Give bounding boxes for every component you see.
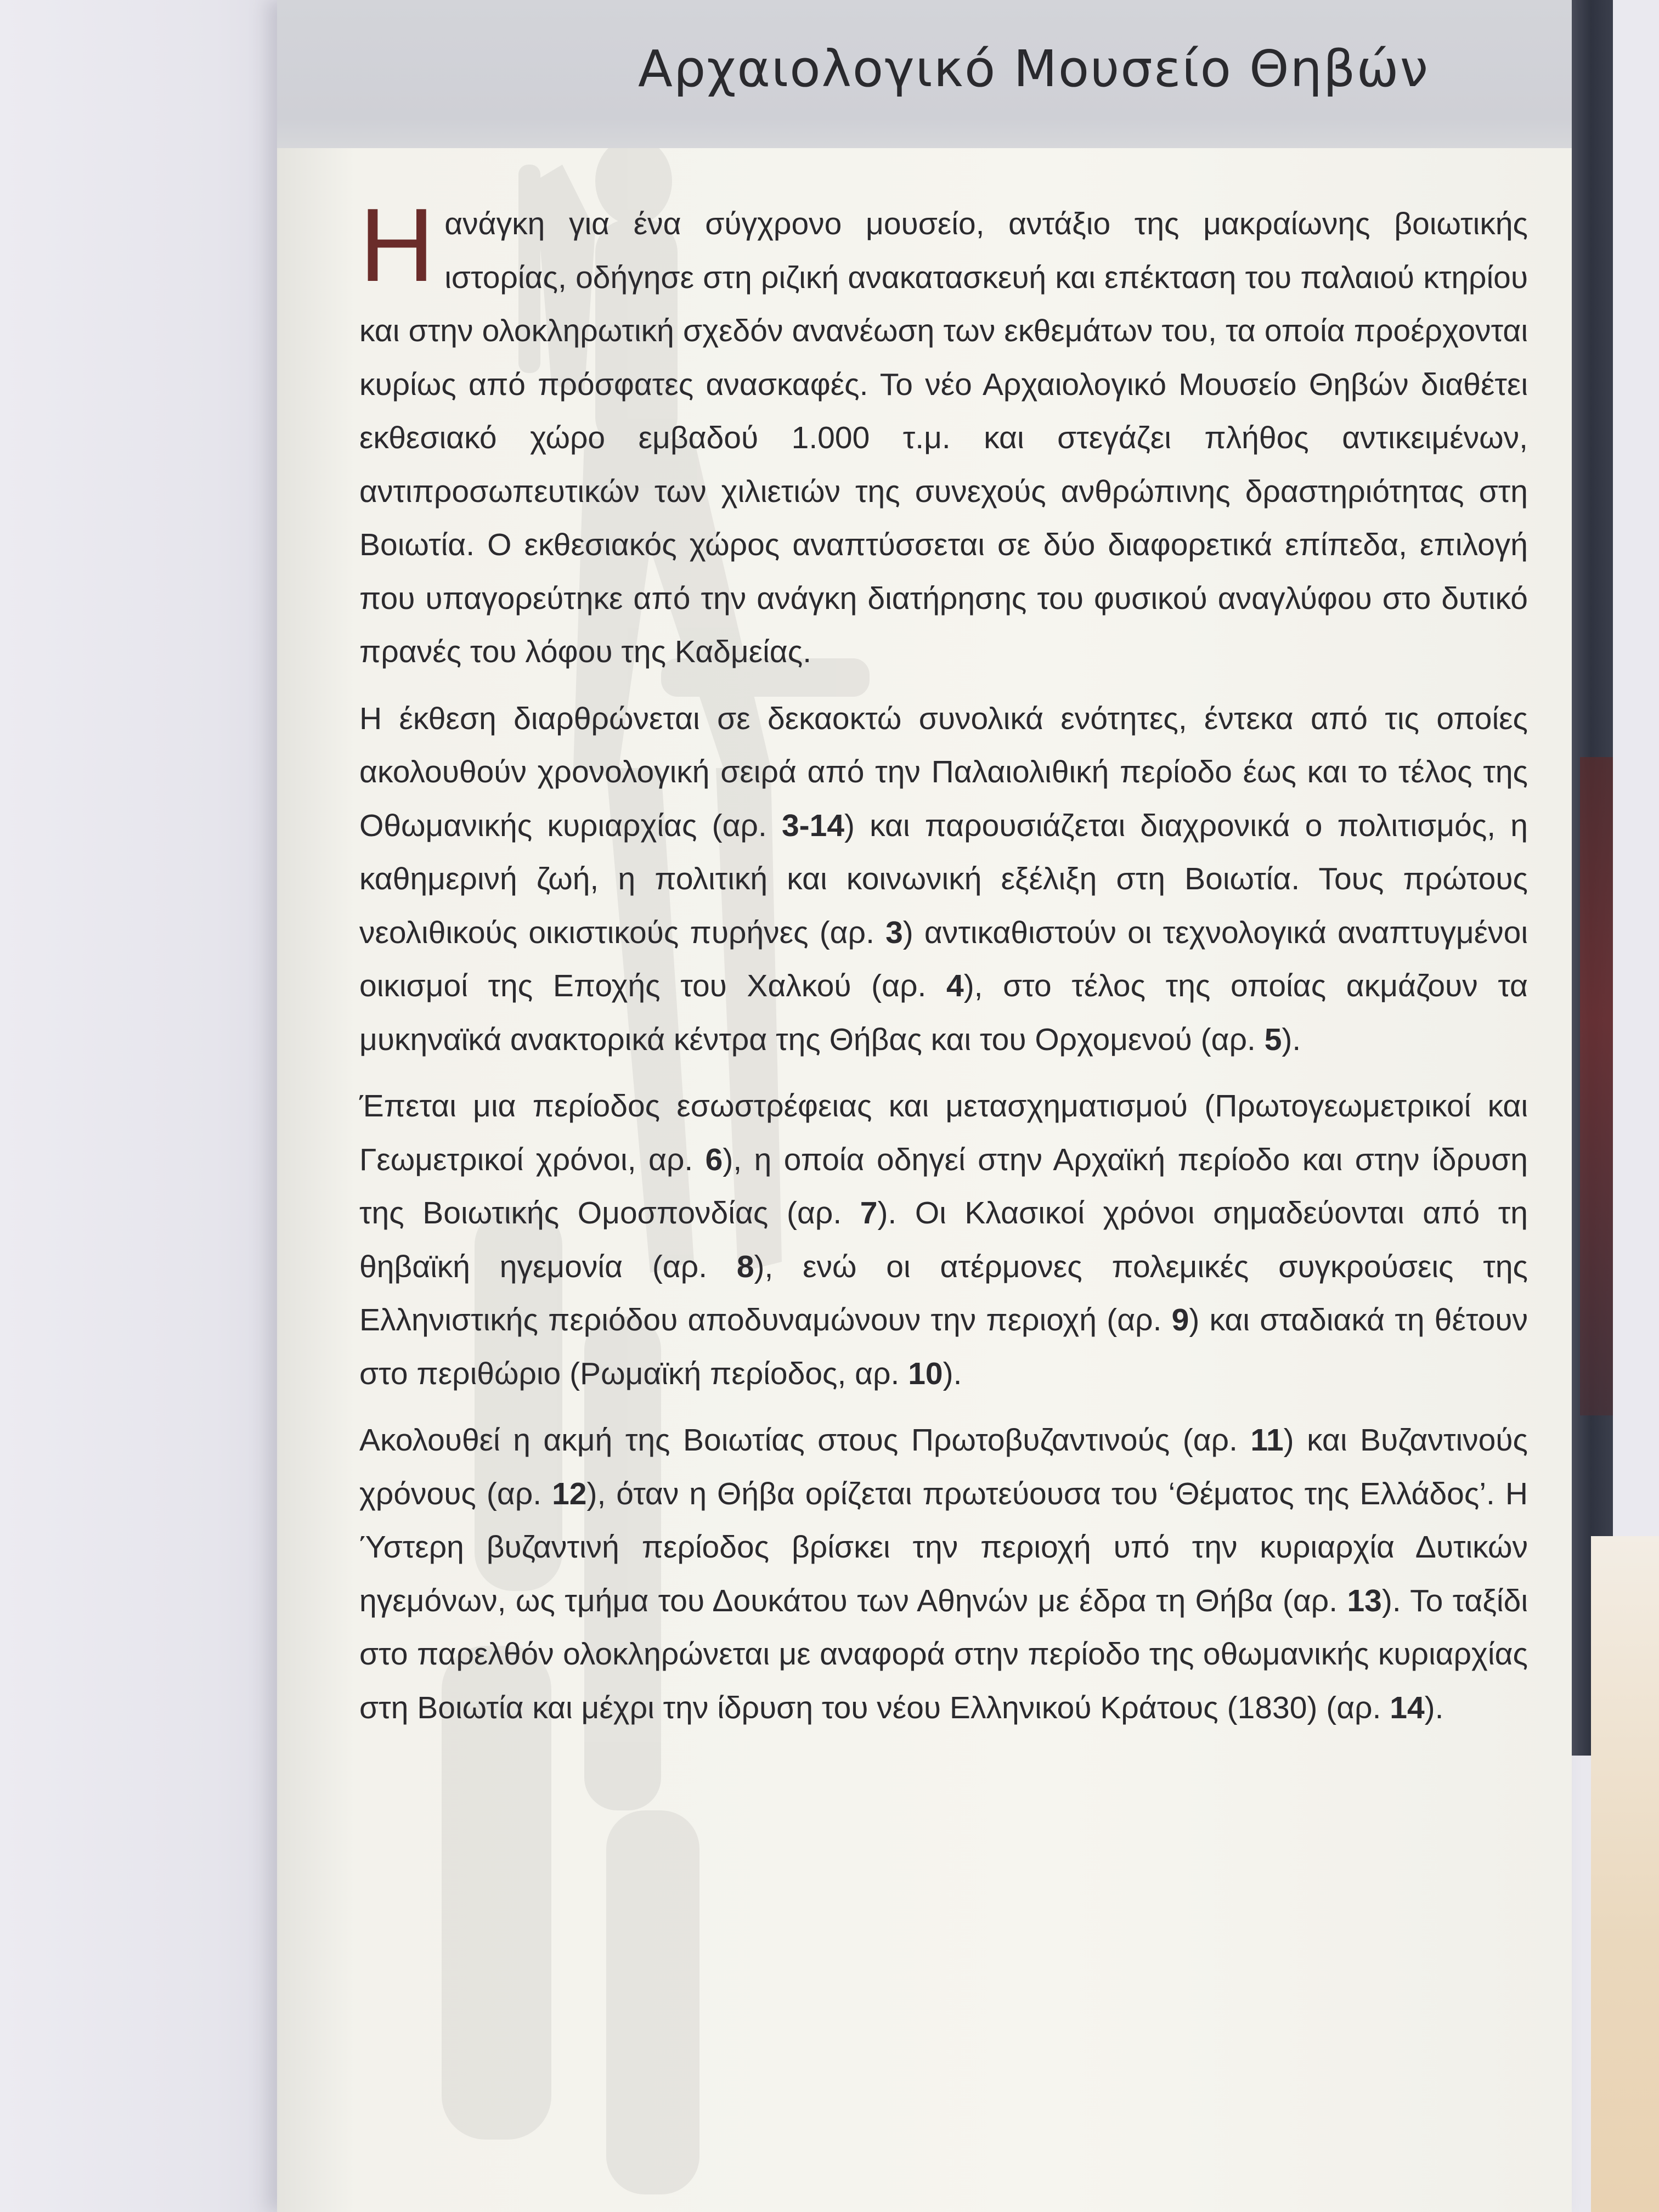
paragraph-1 bbox=[359, 187, 1528, 679]
text-run: ) και σταδιακά τη θέτουν στο περιθώριο (Ρωμαϊκή περίοδος, αρ. bbox=[359, 1302, 1528, 1391]
section-number: 7 bbox=[860, 1195, 878, 1231]
text-run: ), ενώ οι ατέρμονες πολεμικές συγκρούσεις της Ελληνιστικής περιόδου αποδυναμώνουν την περιοχή (αρ. bbox=[359, 1249, 1528, 1338]
paragraph-2 bbox=[359, 692, 1528, 1067]
text-run: ) αντικαθιστούν οι τεχνολογικά αναπτυγμένοι οικισμοί της Εποχής του Χαλκού (αρ. bbox=[359, 915, 1528, 1003]
dropcap: Η bbox=[359, 187, 435, 303]
book-edge-color bbox=[1580, 757, 1613, 1415]
section-number: 5 bbox=[1264, 1022, 1282, 1057]
header-band bbox=[277, 0, 1572, 148]
text-run: Έπεται μια περίοδος εσωστρέφειας και μετασχηματισμού (Πρωτογεωμετρικοί και Γεωμετρικοί χρόνοι, αρ. bbox=[359, 1088, 1528, 1177]
section-number: 11 bbox=[1250, 1423, 1284, 1458]
section-number: 10 bbox=[908, 1356, 943, 1391]
text-run: ) και Βυζαντινούς χρόνους (αρ. bbox=[359, 1423, 1528, 1511]
table-surface-left bbox=[0, 0, 307, 2212]
text-run: Ακολουθεί η ακμή της Βοιωτίας στους Πρωτοβυζαντινούς (αρ. bbox=[359, 1423, 1251, 1458]
text-run: ). bbox=[1424, 1690, 1444, 1725]
section-number: 3 bbox=[885, 915, 903, 950]
text-run: ), στο τέλος της οποίας ακμάζουν τα μυκηναϊκά ανακτορικά κέντρα της Θήβας και του Ορχομενού (αρ. bbox=[359, 968, 1528, 1057]
section-number: 8 bbox=[736, 1249, 754, 1284]
section-number: 4 bbox=[946, 968, 964, 1003]
section-number: 9 bbox=[1171, 1302, 1189, 1338]
section-number: 6 bbox=[705, 1142, 723, 1177]
paragraph-3 bbox=[359, 1080, 1528, 1401]
text-run: ανάγκη για ένα σύγχρονο μουσείο, αντάξιο της μακραίωνης βοιωτικής ιστορίας, οδήγησε στη ριζική ανακατασκευή και επέκταση του παλαιού κτηρίου και στην ολοκληρωτική σχεδόν ανανέωση των εκθεμάτων του, τα οποία προέρχονται κυρίως από πρόσφατες ανασκαφές. Το νέο Αρχαιολογικό Μουσείο Θηβών διαθέτει εκθεσιακό χώρο εμβαδού 1.000 τ.μ. και στεγάζει πλήθος αντικειμένων, αντιπροσωπευτικών των χιλιετιών της συνεχούς ανθρώπινης δραστηριότητας στη Βοιωτία. Ο εκθεσιακός χώρος αναπτύσσεται σε δύο διαφορετικά επίπεδα, επιλογή που υπαγορεύτηκε από την ανάγκη διατήρησης του φυσικού αναγλύφου στο δυτικό πρανές του λόφου της Καδμείας. bbox=[359, 206, 1528, 669]
section-number: 14 bbox=[1390, 1690, 1425, 1725]
section-number: 12 bbox=[552, 1476, 587, 1511]
brochure-page bbox=[277, 0, 1572, 2212]
text-run: ). bbox=[1282, 1022, 1301, 1057]
section-number: 13 bbox=[1347, 1583, 1382, 1618]
paragraph-4 bbox=[359, 1414, 1528, 1735]
text-run: ), η οποία οδηγεί στην Αρχαϊκή περίοδο και στην ίδρυση της Βοιωτικής Ομοσπονδίας (αρ. bbox=[359, 1142, 1528, 1231]
table-surface-bottom-right bbox=[1591, 1536, 1659, 2212]
page-title: Αρχαιολογικό Μουσείο Θηβών bbox=[637, 40, 1429, 98]
text-run: ) και παρουσιάζεται διαχρονικά ο πολιτισμός, η καθημερινή ζωή, η πολιτική και κοινωνική εξέλιξη στη Βοιωτία. Τους πρώτους νεολιθικούς οικιστικούς πυρήνες (αρ. bbox=[359, 808, 1528, 950]
body-text bbox=[359, 187, 1528, 1748]
text-run: ). bbox=[943, 1356, 962, 1391]
text-run: Η έκθεση διαρθρώνεται σε δεκαοκτώ συνολικά ενότητες, έντεκα από τις οποίες ακολουθούν χρονολογική σειρά από την Παλαιολιθική περίοδο έως και το τέλος της Οθωμανικής κυριαρχίας (αρ. bbox=[359, 701, 1528, 843]
text-run: ). Οι Κλασικοί χρόνοι σημαδεύονται από τη θηβαϊκή ηγεμονία (αρ. bbox=[359, 1195, 1528, 1284]
text-run: ), όταν η Θήβα ορίζεται πρωτεύουσα του ‘Θέματος της Ελλάδος’. Η Ύστερη βυζαντινή περίοδος βρίσκει την περιοχή υπό την κυριαρχία Δυτικών ηγεμόνων, ως τμήμα του Δουκάτου των Αθηνών με έδρα τη Θήβα (αρ. bbox=[359, 1476, 1528, 1618]
text-run: ). Το ταξίδι στο παρελθόν ολοκληρώνεται με αναφορά στην περίοδο της οθωμανικής κυριαρχίας στη Βοιωτία και μέχρι την ίδρυση του νέου Ελληνικού Κράτους (1830) (αρ. bbox=[359, 1583, 1528, 1725]
section-number: 3-14 bbox=[781, 808, 845, 843]
